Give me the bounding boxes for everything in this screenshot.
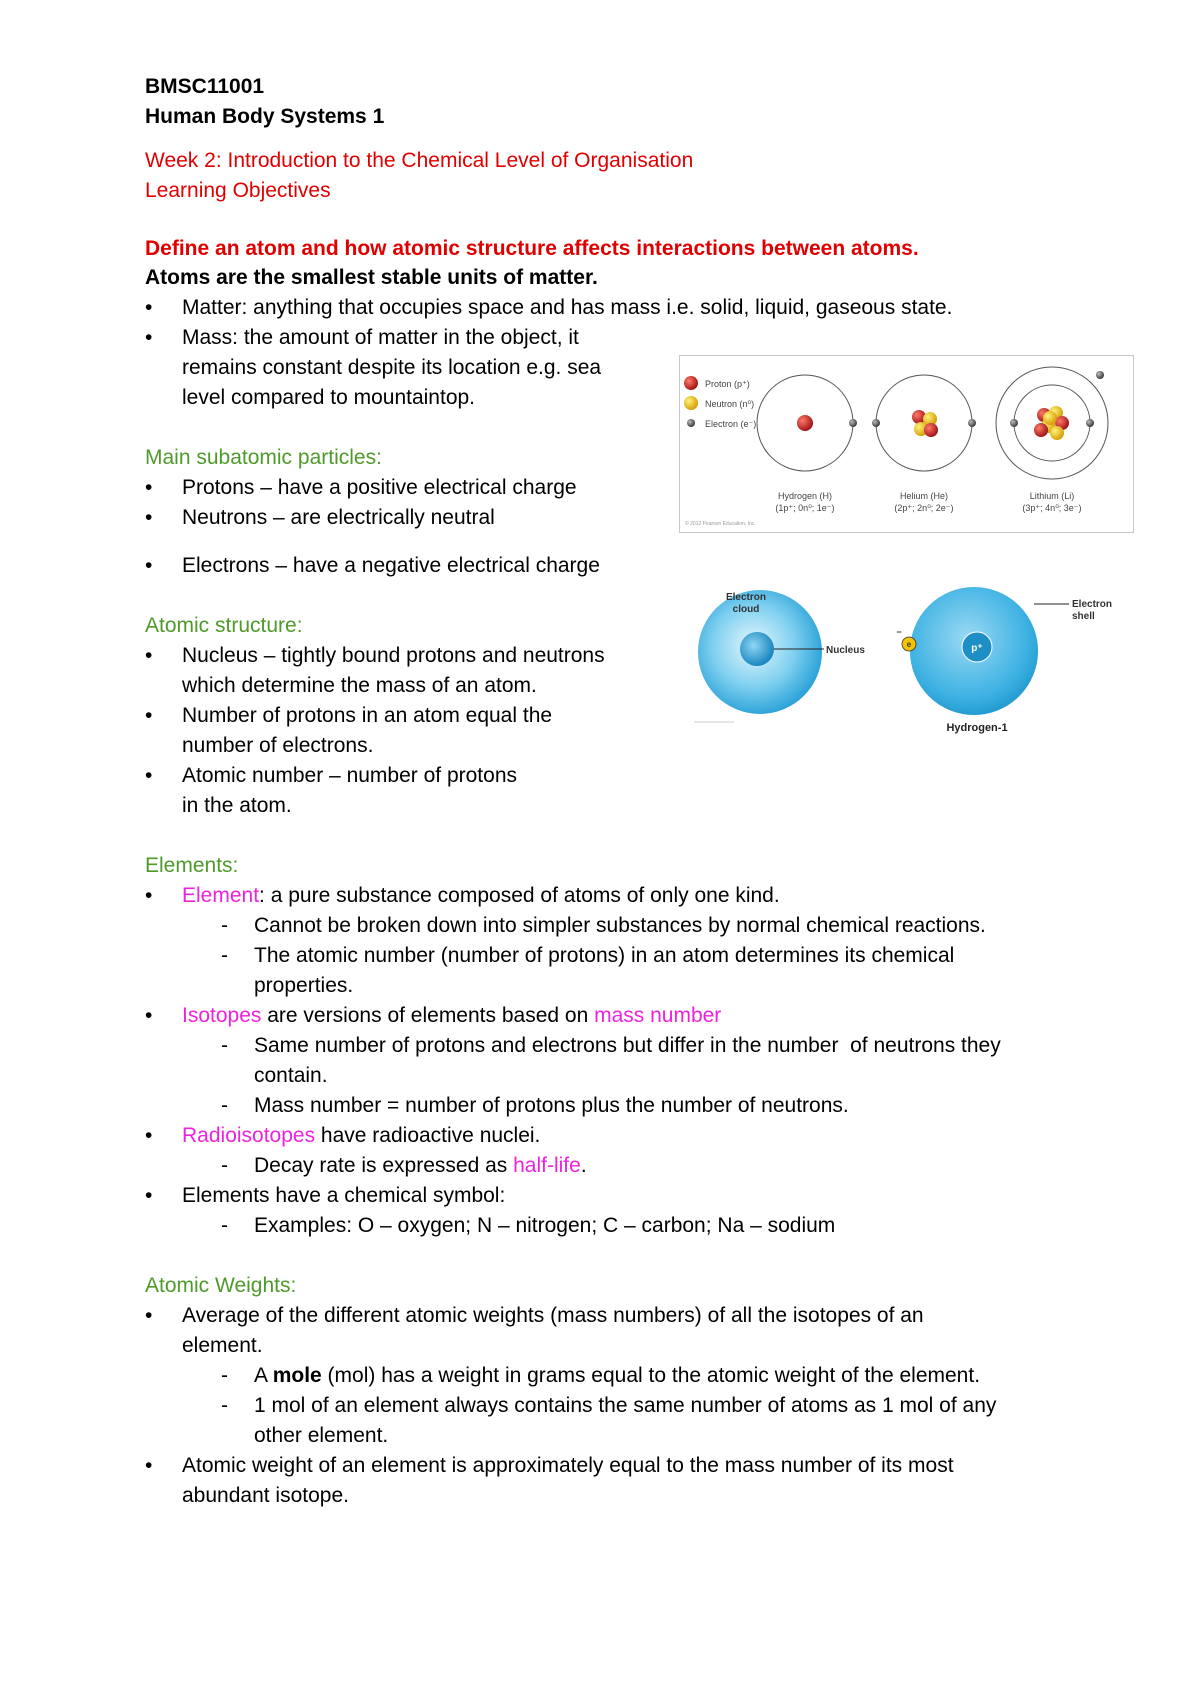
legend-neutron-icon [684, 396, 698, 410]
helium-formula: (2p⁺; 2n⁰; 2e⁻) [894, 503, 954, 513]
helium-electron [968, 419, 976, 427]
lithium-proton [1034, 423, 1048, 437]
isotopes-mid: are versions of elements based on [261, 1004, 595, 1027]
protons-equal-line1: • Number of protons in an atom equal the [182, 701, 552, 730]
abundant-bullet-line1: • Atomic weight of an element is approximately equal to the mass number of its most [182, 1451, 954, 1480]
nucleus-bullet-line1: • Nucleus – tightly bound protons and neutrons [182, 641, 605, 670]
mole-c: (mol) has a weight in grams equal to the atomic weight of the element. [321, 1364, 981, 1387]
radioisotopes-term: Radioisotopes [182, 1124, 316, 1147]
nucleus-bullet-line2: which determine the mass of an atom. [182, 674, 537, 697]
cloud-label-line1: Electron [725, 592, 767, 603]
decay-end: . [580, 1154, 587, 1177]
mol-same-line2: other element. [254, 1424, 389, 1447]
lithium-neutron [1050, 426, 1064, 440]
legend-proton-icon [684, 376, 698, 390]
atom-models-figure [679, 355, 1134, 533]
abundant-bullet-line2: abundant isotope. [182, 1484, 349, 1507]
symbol-bullet: • Elements have a chemical symbol: [182, 1181, 505, 1210]
mass-number-term: mass number [594, 1004, 722, 1027]
cloud-label-line2: cloud [732, 604, 760, 615]
hydrogen-1-label: Hydrogen-1 [946, 722, 1008, 734]
lithium-electron [1086, 419, 1094, 427]
mass-bullet-line1: • Mass: the amount of matter in the object, it [182, 323, 579, 352]
legend-electron-icon [687, 419, 695, 427]
isotopes-term: Isotopes [182, 1004, 262, 1027]
protons-bullet: • Protons – have a positive electrical charge [182, 473, 577, 502]
radioisotopes-def: have radioactive nuclei. [315, 1124, 541, 1147]
shell-label-line1: Electron [1072, 599, 1113, 610]
weights-heading: Atomic Weights: [145, 1274, 297, 1297]
course-name: Human Body Systems 1 [145, 105, 385, 128]
matter-bullet: • Matter: anything that occupies space and has mass i.e. solid, liquid, gaseous state. [182, 293, 952, 322]
week-title: Week 2: Introduction to the Chemical Level of Organisation [145, 149, 694, 172]
atoms-statement: Atoms are the smallest stable units of matter. [145, 266, 598, 289]
objectives-label: Learning Objectives [145, 179, 331, 202]
element-sub2-line1: - The atomic number (number of protons) in an atom determines its chemical [254, 941, 954, 970]
half-life-term: half-life [513, 1154, 581, 1177]
electron-sign: − [896, 627, 902, 637]
protons-equal-line2: number of electrons. [182, 734, 374, 757]
atomic-number-line1: • Atomic number – number of protons [182, 761, 517, 790]
cloud-nucleus [740, 632, 774, 666]
lithium-name: Lithium (Li) [1029, 491, 1075, 501]
hydrogen-electron [849, 419, 857, 427]
hydrogen-formula: (1p⁺; 0n⁰; 1e⁻) [775, 503, 835, 513]
hydrogen-name: Hydrogen (H) [777, 491, 833, 501]
lithium-electron [1010, 419, 1018, 427]
decay-rate [254, 1151, 587, 1180]
proton-symbol: p⁺ [971, 643, 983, 654]
helium-electron [872, 419, 880, 427]
legend-electron-label: Electron (e⁻) [705, 419, 757, 429]
mole-term: mole [272, 1364, 322, 1387]
element-bullet [182, 881, 780, 910]
lithium-formula: (3p⁺; 4n⁰; 3e⁻) [1022, 503, 1082, 513]
legend-proton-label: Proton (p⁺) [705, 379, 750, 389]
subatomic-heading: Main subatomic particles: [145, 446, 382, 469]
isotopes-sub1-line2: contain. [254, 1064, 328, 1087]
lithium-electron [1096, 371, 1104, 379]
neutrons-bullet: • Neutrons – are electrically neutral [182, 503, 495, 532]
course-code: BMSC11001 [145, 75, 265, 98]
atomic-number-line2: in the atom. [182, 794, 292, 817]
helium-name: Helium (He) [899, 491, 949, 501]
shell-label-line2: shell [1072, 611, 1095, 622]
mol-same-line1: - 1 mol of an element always contains the same number of atoms as 1 mol of any [254, 1391, 996, 1420]
lithium-neutron [1043, 411, 1057, 425]
figure1-credit: © 2012 Pearson Education, Inc. [685, 521, 756, 527]
nucleus-label: Nucleus [826, 645, 865, 656]
radioisotopes-bullet [182, 1121, 540, 1150]
mass-bullet-line2: remains constant despite its location e.g. sea [182, 356, 602, 379]
elements-heading: Elements: [145, 854, 239, 877]
isotopes-bullet [182, 1001, 721, 1030]
isotopes-sub2: - Mass number = number of protons plus the number of neutrons. [254, 1091, 849, 1120]
isotopes-sub1-line1: - Same number of protons and electrons but differ in the number of neutrons they [254, 1031, 1001, 1060]
legend-neutron-label: Neutron (n⁰) [705, 399, 755, 409]
mole-line [254, 1361, 980, 1390]
decay-text: Decay rate is expressed as [254, 1154, 514, 1177]
objective-heading: Define an atom and how atomic structure affects interactions between atoms. [145, 237, 919, 260]
electron-cloud-figure [694, 583, 1124, 738]
mass-bullet-line3: level compared to mountaintop. [182, 386, 476, 409]
element-sub2-line2: properties. [254, 974, 354, 997]
hydrogen-proton [797, 415, 813, 431]
symbol-examples: - Examples: O – oxygen; N – nitrogen; C – carbon; Na – sodium [254, 1211, 835, 1240]
helium-proton [924, 423, 938, 437]
structure-heading: Atomic structure: [145, 614, 303, 637]
average-bullet-line1: • Average of the different atomic weights (mass numbers) of all the isotopes of an [182, 1301, 924, 1330]
element-definition: : a pure substance composed of atoms of only one kind. [259, 884, 780, 907]
average-bullet-line2: element. [182, 1334, 263, 1357]
electrons-bullet: • Electrons – have a negative electrical charge [182, 551, 600, 580]
electron-symbol: e [906, 640, 912, 649]
mole-a: A [254, 1364, 273, 1387]
element-term: Element [182, 884, 260, 907]
element-sub1: - Cannot be broken down into simpler substances by normal chemical reactions. [254, 911, 986, 940]
